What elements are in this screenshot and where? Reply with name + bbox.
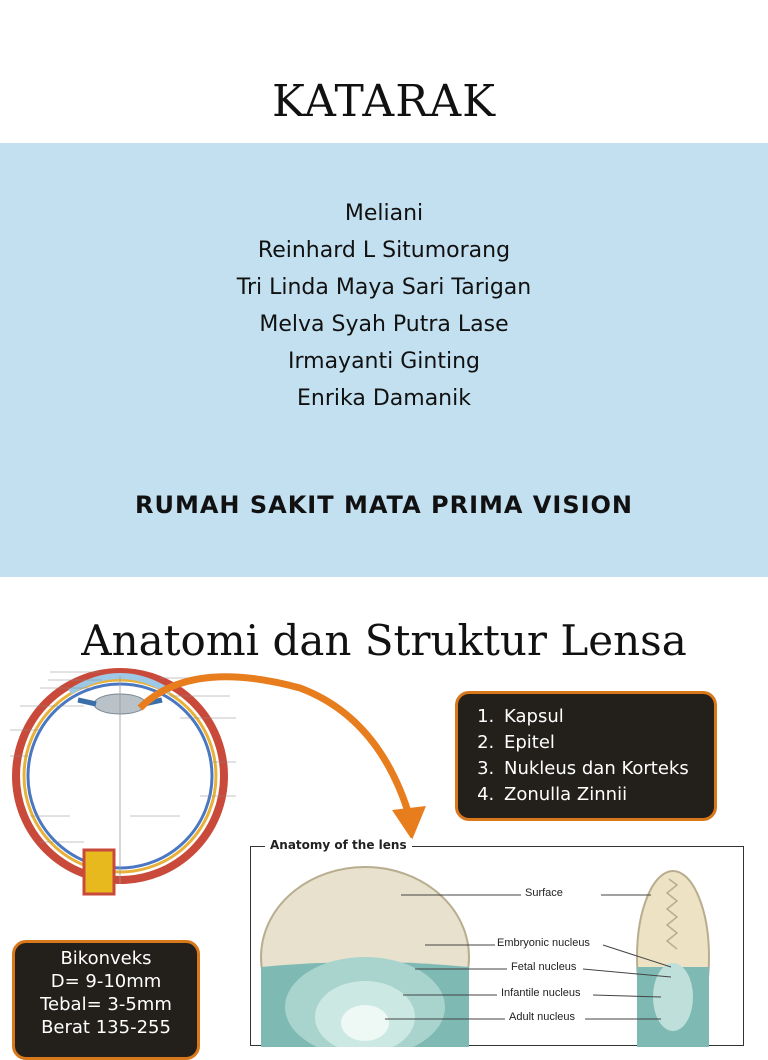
embryonic-nucleus-label: Embryonic nucleus bbox=[497, 937, 590, 949]
lens-parts-list bbox=[470, 704, 702, 808]
author-name: Tri Linda Maya Sari Tarigan bbox=[236, 275, 532, 300]
organization-name: RUMAH SAKIT MATA PRIMA VISION bbox=[134, 491, 634, 519]
pointer-arrow bbox=[130, 668, 440, 843]
spec-shape: Bikonveks bbox=[60, 948, 152, 969]
slide-title: KATARAK bbox=[272, 76, 496, 127]
infantile-nucleus-label: Infantile nucleus bbox=[501, 987, 581, 999]
slide-title: Anatomi dan Struktur Lensa bbox=[81, 616, 687, 665]
spec-weight: Berat 135-255 bbox=[41, 1017, 171, 1038]
author-name: Meliani bbox=[344, 201, 424, 226]
list-item: 4. Zonulla Zinnii bbox=[500, 782, 702, 808]
author-name: Reinhard L Situmorang bbox=[257, 238, 511, 263]
author-band bbox=[0, 143, 768, 577]
lens-parts-box bbox=[455, 691, 717, 821]
spec-thickness: Tebal= 3-5mm bbox=[40, 994, 172, 1015]
list-item: 1. Kapsul bbox=[500, 704, 702, 730]
author-list bbox=[0, 195, 768, 417]
figure-title: Anatomy of the lens bbox=[265, 838, 412, 852]
list-item: 2. Epitel bbox=[500, 730, 702, 756]
author-name: Melva Syah Putra Lase bbox=[259, 312, 509, 337]
spec-diameter: D= 9-10mm bbox=[50, 971, 162, 992]
list-item: 3. Nukleus dan Korteks bbox=[500, 756, 702, 782]
lens-specs-box bbox=[12, 940, 200, 1060]
author-name: Enrika Damanik bbox=[297, 386, 471, 411]
fetal-nucleus-label: Fetal nucleus bbox=[511, 961, 577, 973]
lens-anatomy-figure bbox=[250, 838, 744, 1046]
anatomy-slide bbox=[0, 590, 768, 1038]
author-name: Irmayanti Ginting bbox=[288, 349, 480, 374]
surface-label: Surface bbox=[525, 887, 563, 899]
adult-nucleus-label: Adult nucleus bbox=[509, 1011, 576, 1023]
